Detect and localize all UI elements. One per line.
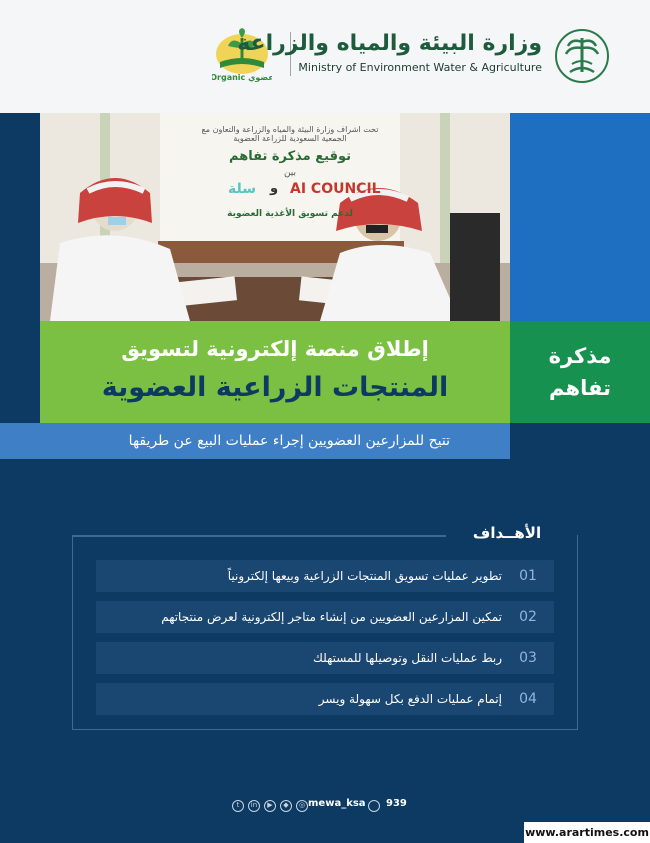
goal-number: 02 — [519, 609, 537, 625]
poster-purpose: لدعم تسويق الأغذية العضوية — [227, 209, 353, 219]
goal-text: تمكين المزارعين العضويين من إنشاء متاجر إلكترونية لعرض منتجاتهم — [161, 610, 502, 624]
goal-number: 03 — [519, 650, 537, 666]
goal-number: 01 — [519, 568, 537, 584]
phone-icon — [368, 800, 380, 812]
linkedin-icon[interactable]: in — [248, 800, 260, 812]
subtitle-bar — [0, 423, 510, 459]
poster-and: و — [270, 181, 279, 196]
memo-block — [510, 321, 650, 423]
social-handle[interactable]: mewa_ksa — [308, 798, 366, 809]
memo-line-1: مذكرة — [548, 344, 612, 368]
goal-item — [96, 683, 554, 715]
header — [0, 0, 650, 113]
phone-number[interactable]: 939 — [386, 798, 407, 809]
goal-text: إتمام عمليات الدفع بكل سهولة ويسر — [318, 692, 502, 706]
goal-text: ربط عمليات النقل وتوصيلها للمستهلك — [312, 651, 502, 665]
organic-logo-text: Organic عضوي — [212, 73, 272, 82]
poster-heading: توقيع مذكرة تفاهم — [229, 149, 351, 164]
ministry-name-english: Ministry of Environment Water & Agriculture — [298, 61, 542, 74]
snapchat-icon[interactable]: ◆ — [280, 800, 292, 812]
goal-item — [96, 560, 554, 592]
ministry-title — [237, 30, 542, 76]
goals-heading: الأهــداف — [472, 524, 542, 542]
ministry-name-arabic: وزارة البيئة والمياه والزراعة — [237, 31, 542, 56]
youtube-icon[interactable]: ▶ — [264, 800, 276, 812]
goal-text: تطوير عمليات تسويق المنتجات الزراعية وبيعها إلكترونياً — [227, 569, 502, 583]
ministry-emblem-icon — [554, 28, 610, 84]
subtitle-text: تتيح للمزارعين العضويين إجراء عمليات البيع عن طريقها — [128, 433, 450, 449]
memo-line-2: تفاهم — [549, 376, 611, 400]
accent-column — [510, 113, 650, 321]
source-watermark: www.arartimes.com — [524, 822, 650, 843]
goal-item — [96, 601, 554, 633]
title-bar — [40, 321, 510, 423]
title-line-1: إطلاق منصة إلكترونية لتسويق — [121, 337, 429, 361]
poster-supervision-text: تحت اشراف وزارة البيئة والمياه والزراعة والتعاون مع الجمعية السعودية للزراعة العضوية — [201, 125, 379, 143]
salla-logo: سلة — [228, 181, 256, 197]
twitter-icon[interactable]: t — [232, 800, 244, 812]
poster-between: بين — [283, 168, 297, 178]
goal-item — [96, 642, 554, 674]
title-line-2: المنتجات الزراعية العضوية — [101, 372, 449, 403]
goal-number: 04 — [519, 691, 537, 707]
signing-ceremony-photo — [40, 113, 510, 321]
council-logo: AI COUNCIL — [290, 181, 381, 197]
instagram-icon[interactable]: ◎ — [296, 800, 308, 812]
